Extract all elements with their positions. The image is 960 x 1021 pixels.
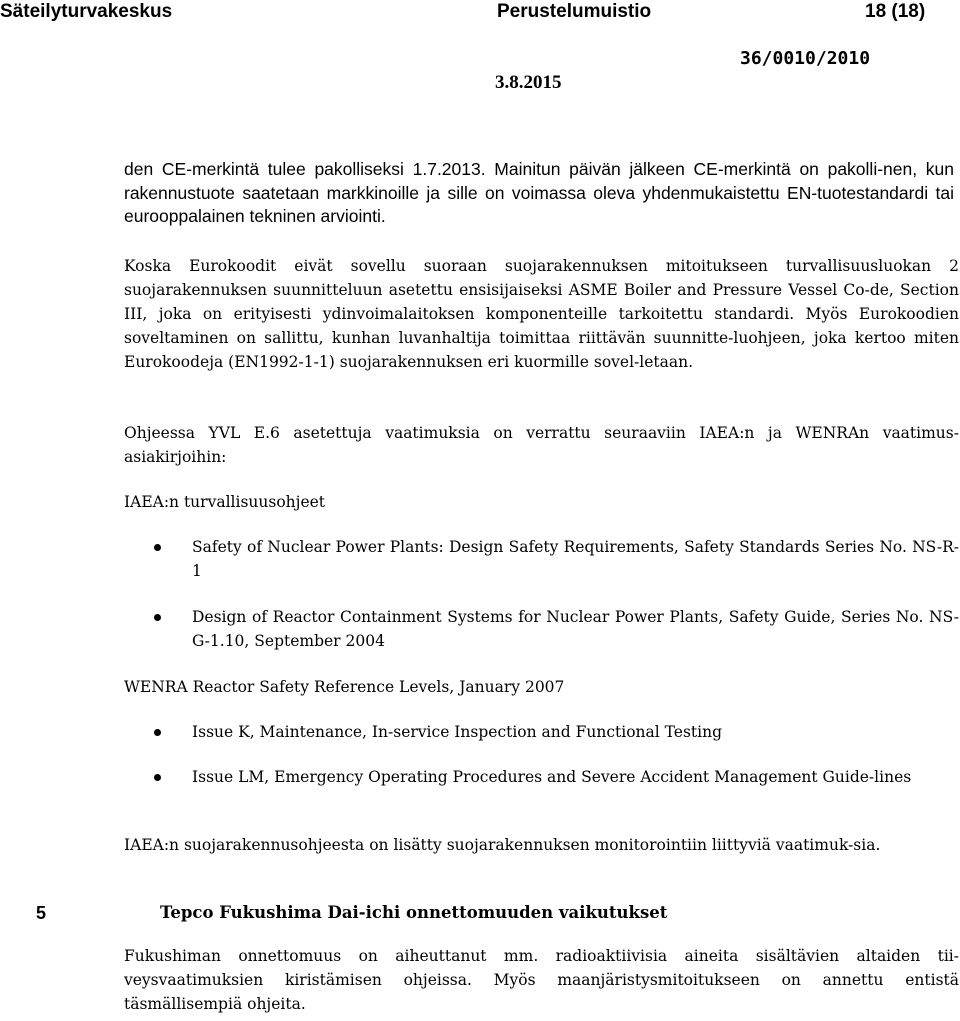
section-body-paragraph: Fukushiman onnettomuus on aiheuttanut mm. radioaktiivisia aineita sisältävien altaiden tii-veysvaatimuksien kiristämisen ohjeissa. Myös maanjäristysmitoitukseen on annettu entistä täsmällisempiä ohjeita. (124, 947, 959, 1013)
section-number: 5 (36, 903, 47, 923)
bullet-icon (154, 774, 161, 781)
header-page-label: 18 (18) (865, 1, 926, 22)
bullet-icon (154, 729, 161, 736)
list-item-text: Issue K, Maintenance, In-service Inspection and Functional Testing (192, 723, 723, 741)
iaea-heading: IAEA:n turvallisuusohjeet (124, 493, 326, 511)
header-organization: Säteilyturvakeskus (0, 1, 173, 22)
header-doc-number: 36/0010/2010 (740, 48, 871, 69)
bullet-icon (154, 544, 161, 551)
list-item-text: Issue LM, Emergency Operating Procedures and Severe Accident Management Guide-lines (192, 768, 912, 786)
section-title: Tepco Fukushima Dai-ichi onnettomuuden vaikutukset (160, 903, 668, 922)
list-item-text: Safety of Nuclear Power Plants: Design Safety Requirements, Safety Standards Series No. NS-R-1 (192, 538, 959, 580)
header-doc-type: Perustelumuistio (497, 1, 652, 22)
wenra-heading: WENRA Reactor Safety Reference Levels, January 2007 (124, 678, 565, 696)
list-item-text: Design of Reactor Containment Systems for Nuclear Power Plants, Safety Guide, Series No. NS-G-1.10, September 2004 (192, 608, 959, 650)
bullet-icon (154, 614, 161, 621)
continuation-paragraph: den CE-merkintä tulee pakolliseksi 1.7.2013. Mainitun päivän jälkeen CE-merkintä on pakolli-nen, kun rakennustuote saatetaan markkinoille ja sille on voimassa oleva yhdenmukaistettu EN-tuotestandardi tai eurooppalainen tekninen arviointi. (124, 159, 954, 226)
comparison-paragraph: Ohjeessa YVL E.6 asetettuja vaatimuksia on verrattu seuraaviin IAEA:n ja WENRAn vaatimus-asiakirjoihin: (124, 424, 959, 466)
iaea-note-paragraph: IAEA:n suojarakennusohjeesta on lisätty suojarakennuksen monitorointiin liittyviä vaatimuk-sia. (124, 836, 881, 854)
eurocodes-paragraph: Koska Eurokoodit eivät sovellu suoraan suojarakennuksen mitoitukseen turvallisuusluokan 2 suojarakennuksen suunnitteluun asetettu ensisijaiseksi ASME Boiler and Pressure Vessel Co-de, Section III, joka on erityisesti ydinvoimalaitoksen komponenteille tarkoitettu standardi. Myös Eurokoodien soveltaminen on sallittu, kunhan luvanhaltija toimittaa riittävän suunnitte-luohjeen, joka kertoo miten Eurokoodeja (EN1992-1-1) suojarakennuksen eri kuormille sovel-letaan. (124, 257, 959, 371)
header-date: 3.8.2015 (495, 72, 562, 93)
